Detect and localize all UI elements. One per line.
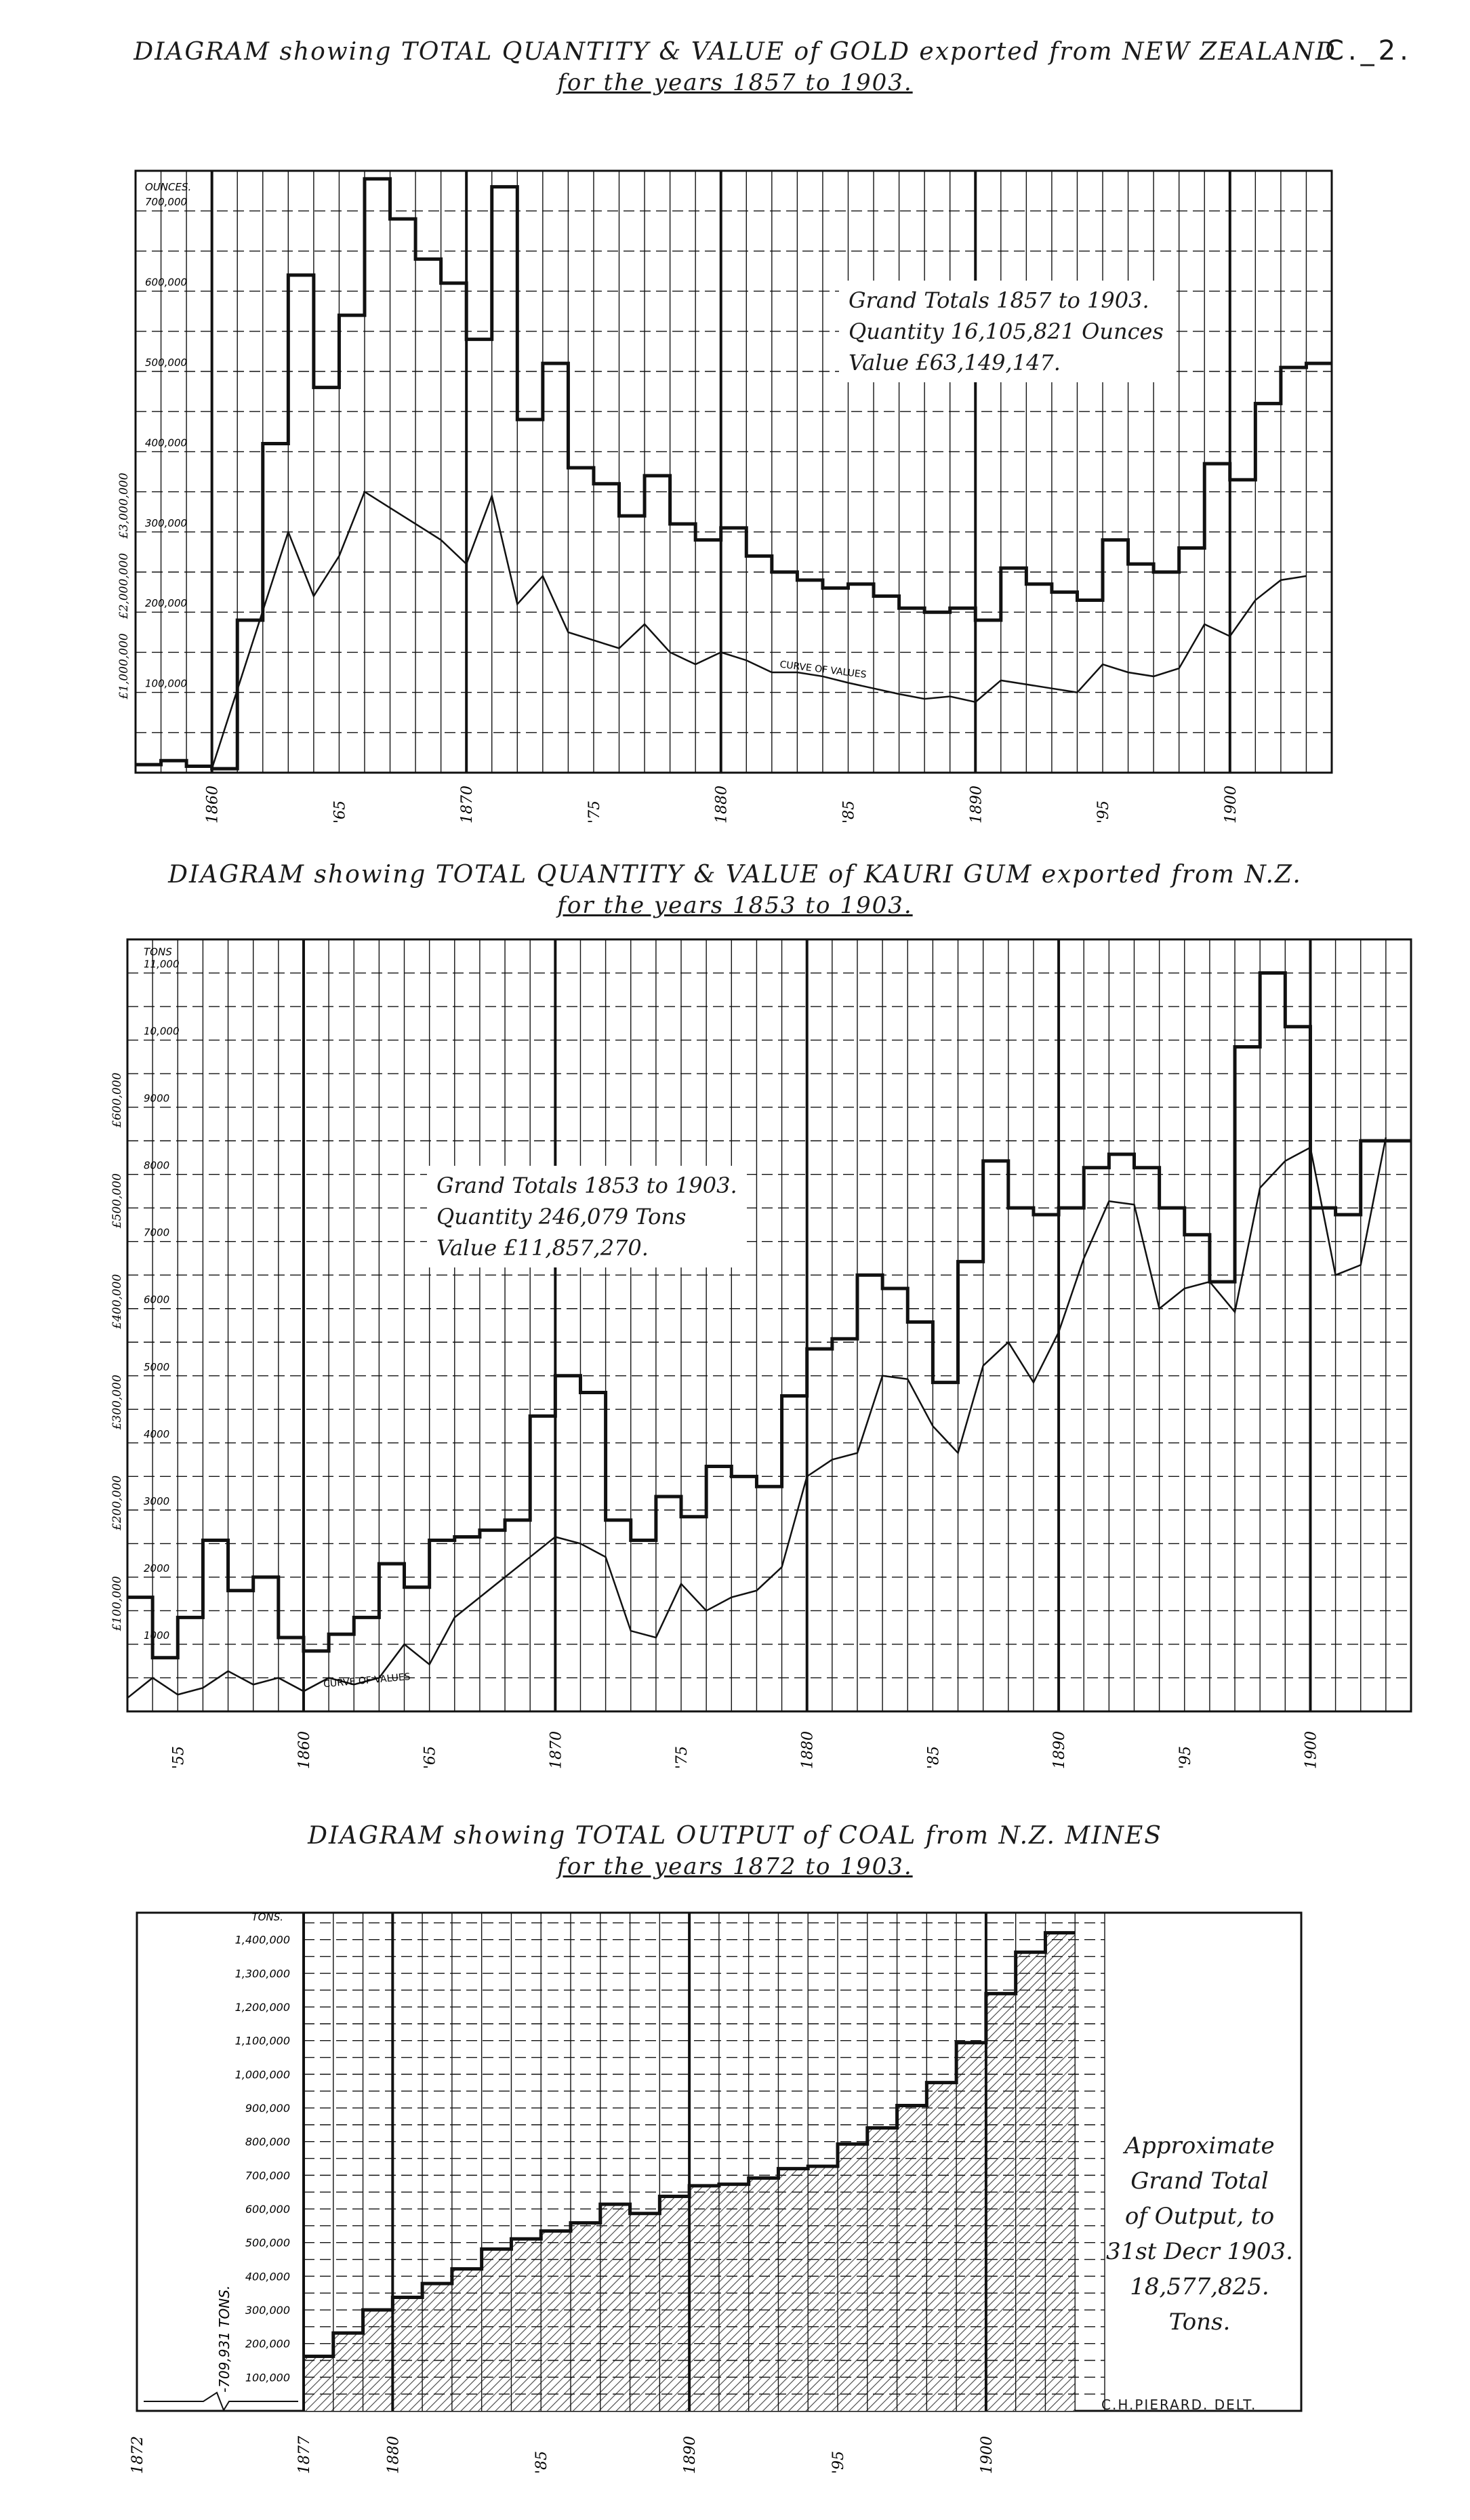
gold-value-tick-label: £1,000,000 — [117, 633, 131, 699]
kauri-chart-subtitle: for the years 1853 to 1903. — [557, 892, 913, 919]
coal-y-tick-label: 1,100,000 — [234, 2034, 290, 2048]
gold-x-tick-label: '75 — [586, 800, 603, 824]
gold-y-tick-label: 600,000 — [145, 276, 188, 289]
kauri-y-tick-label: 7000 — [144, 1226, 170, 1239]
kauri-note-line-1: Grand Totals 1853 to 1903. — [436, 1173, 737, 1198]
kauri-y-tick-label: 8000 — [144, 1159, 170, 1172]
gold-y-tick-label: 400,000 — [145, 436, 188, 449]
kauri-y-tick-label: 11,000 — [144, 958, 180, 971]
gold-x-tick-label: 1890 — [968, 786, 985, 824]
coal-output-bar — [778, 2169, 808, 2411]
coal-chart-title: DIAGRAM showing TOTAL OUTPUT of COAL from N.Z. MINES — [308, 1822, 1162, 1850]
coal-y-unit-label: TONS. — [251, 1911, 283, 1924]
coal-output-bar — [838, 2144, 867, 2411]
gold-value-tick-label: £3,000,000 — [117, 472, 131, 539]
coal-y-tick-label: 1,400,000 — [234, 1933, 290, 1947]
coal-note-line-5: 18,577,825. — [1130, 2273, 1269, 2300]
coal-y-tick-label: 1,000,000 — [234, 2068, 290, 2081]
kauri-x-tick-label: 1870 — [548, 1731, 565, 1769]
gold-x-tick-label: '85 — [840, 800, 858, 824]
coal-y-tick-label: 900,000 — [245, 2102, 290, 2115]
coal-cumulative-marker — [144, 2393, 298, 2410]
kauri-curve-label: CURVE OF VALUES — [323, 1671, 411, 1690]
kauri-x-tick-label: 1890 — [1051, 1731, 1069, 1769]
kauri-x-tick-label: '95 — [1177, 1745, 1194, 1769]
kauri-note-line-2: Quantity 246,079 Tons — [436, 1204, 687, 1229]
coal-output-bar — [867, 2128, 897, 2411]
gold-grand-totals-note — [839, 281, 1173, 382]
coal-y-tick-label: 700,000 — [245, 2169, 290, 2182]
kauri-x-tick-label: '85 — [925, 1745, 943, 1769]
coal-x-tick-label: '85 — [533, 2450, 551, 2474]
coal-chart-subtitle: for the years 1872 to 1903. — [557, 1853, 913, 1880]
coal-note-line-3: of Output, to — [1124, 2203, 1275, 2230]
kauri-chart-title: DIAGRAM showing TOTAL QUANTITY & VALUE of KAURI GUM exported from N.Z. — [168, 861, 1302, 889]
gold-y-tick-label: 100,000 — [145, 677, 188, 690]
coal-y-tick-label: 1,300,000 — [234, 1967, 290, 1980]
kauri-x-tick-label: '75 — [674, 1745, 691, 1769]
kauri-x-tick-label: 1900 — [1303, 1731, 1320, 1769]
kauri-value-tick-label: £400,000 — [110, 1274, 124, 1329]
coal-y-tick-label: 500,000 — [245, 2236, 290, 2250]
gold-note-line-2: Quantity 16,105,821 Ounces — [849, 319, 1164, 344]
gold-note-line-3: Value £63,149,147. — [849, 350, 1061, 375]
gold-chart-title: DIAGRAM showing TOTAL QUANTITY & VALUE of GOLD exported from NEW ZEALAND — [134, 38, 1336, 66]
coal-output-bar — [571, 2223, 600, 2411]
kauri-grand-totals-note — [427, 1166, 747, 1267]
coal-output-bar — [304, 2356, 333, 2411]
coal-output-bar — [659, 2196, 689, 2411]
gold-curve-label: CURVE OF VALUES — [779, 659, 867, 681]
gold-x-tick-label: 1880 — [713, 786, 731, 824]
kauri-value-tick-label: £100,000 — [110, 1576, 124, 1631]
coal-output-bar — [956, 2043, 986, 2411]
coal-x-tick-label: 1880 — [385, 2436, 403, 2474]
coal-y-tick-label: 300,000 — [245, 2304, 290, 2317]
coal-output-bar — [1045, 1933, 1075, 2411]
coal-x-tick-label: 1900 — [978, 2436, 996, 2474]
gold-value-tick-label: £2,000,000 — [117, 552, 131, 619]
page-reference: C._2. — [1325, 35, 1412, 66]
gold-x-tick-label: '95 — [1095, 800, 1113, 824]
gold-chart-subtitle: for the years 1857 to 1903. — [557, 69, 913, 96]
coal-output-bar — [600, 2204, 630, 2411]
coal-output-bar — [333, 2333, 363, 2411]
kauri-value-tick-label: £500,000 — [110, 1173, 124, 1229]
plot-frame — [136, 171, 1332, 773]
kauri-y-tick-label: 9000 — [144, 1092, 170, 1105]
coal-y-tick-label: 800,000 — [245, 2135, 290, 2149]
coal-x-tick-label: 1890 — [682, 2436, 699, 2474]
kauri-y-tick-label: 1000 — [144, 1629, 170, 1642]
coal-note-line-4: 31st Decr 1903. — [1105, 2238, 1293, 2265]
kauri-y-tick-label: 5000 — [144, 1360, 170, 1373]
coal-output-bar — [422, 2283, 452, 2411]
gold-x-tick-label: '65 — [331, 800, 349, 824]
kauri-value-tick-label: £600,000 — [110, 1072, 124, 1128]
kauri-y-tick-label: 10,000 — [144, 1025, 180, 1038]
coal-cumulative-label: -709,931 TONS. — [216, 2285, 232, 2393]
coal-output-bar — [452, 2269, 482, 2411]
kauri-note-line-3: Value £11,857,270. — [436, 1235, 649, 1261]
kauri-y-tick-label: 6000 — [144, 1293, 170, 1306]
gold-x-tick-label: 1870 — [459, 786, 476, 824]
gold-note-line-1: Grand Totals 1857 to 1903. — [849, 287, 1149, 313]
kauri-x-tick-label: '65 — [422, 1745, 439, 1769]
coal-x-tick-label: 1872 — [129, 2436, 146, 2474]
coal-x-tick-label: '95 — [830, 2450, 847, 2474]
coal-output-bar — [926, 2083, 956, 2411]
kauri-x-tick-label: 1880 — [799, 1731, 817, 1769]
gold-y-tick-label: 300,000 — [145, 516, 188, 529]
coal-x-tick-label: 1877 — [296, 2436, 313, 2474]
kauri-y-tick-label: 2000 — [144, 1562, 170, 1574]
coal-y-tick-label: 600,000 — [245, 2203, 290, 2216]
coal-output-bar — [808, 2166, 838, 2411]
kauri-x-tick-label: 1860 — [295, 1731, 313, 1769]
gold-y-tick-label: 500,000 — [145, 357, 188, 369]
coal-output-bar — [749, 2178, 779, 2411]
coal-y-tick-label: 1,200,000 — [234, 2001, 290, 2014]
coal-note-line-2: Grand Total — [1130, 2168, 1269, 2195]
coal-output-bar — [482, 2249, 512, 2411]
coal-y-tick-label: 400,000 — [245, 2270, 290, 2283]
coal-output-bar — [1016, 1952, 1046, 2411]
gold-y-tick-label: 700,000 — [145, 196, 188, 209]
kauri-quantity-steps — [127, 973, 1411, 1658]
gold-y-tick-label: 200,000 — [145, 597, 188, 610]
coal-output-bar — [541, 2231, 571, 2411]
kauri-value-tick-label: £200,000 — [110, 1475, 124, 1530]
coal-grand-total-note — [1098, 2128, 1301, 2340]
kauri-y-unit-label: TONS — [144, 946, 172, 958]
gold-quantity-steps — [136, 179, 1332, 769]
coal-note-line-1: Approximate — [1124, 2132, 1275, 2159]
coal-output-bar — [986, 1993, 1016, 2411]
draughtsman-credit: C.H.PIERARD. DELT. — [1101, 2397, 1257, 2413]
gold-chart — [0, 0, 1470, 840]
kauri-value-tick-label: £300,000 — [110, 1375, 124, 1430]
gold-y-unit-label: OUNCES. — [145, 181, 192, 194]
coal-output-bar — [511, 2239, 541, 2411]
coal-y-tick-label: 100,000 — [245, 2371, 290, 2384]
kauri-x-tick-label: '55 — [170, 1745, 188, 1769]
coal-y-tick-label: 200,000 — [245, 2337, 290, 2351]
coal-note-line-6: Tons. — [1168, 2309, 1231, 2336]
kauri-chart — [0, 840, 1470, 1789]
kauri-y-tick-label: 4000 — [144, 1427, 170, 1440]
coal-output-bar — [630, 2214, 660, 2411]
gold-value-curve — [212, 492, 1307, 769]
coal-output-bar — [897, 2106, 927, 2411]
gold-x-tick-label: 1900 — [1222, 786, 1240, 824]
plot-frame — [127, 939, 1411, 1711]
gold-x-tick-label: 1860 — [204, 786, 222, 824]
kauri-y-tick-label: 3000 — [144, 1495, 170, 1507]
